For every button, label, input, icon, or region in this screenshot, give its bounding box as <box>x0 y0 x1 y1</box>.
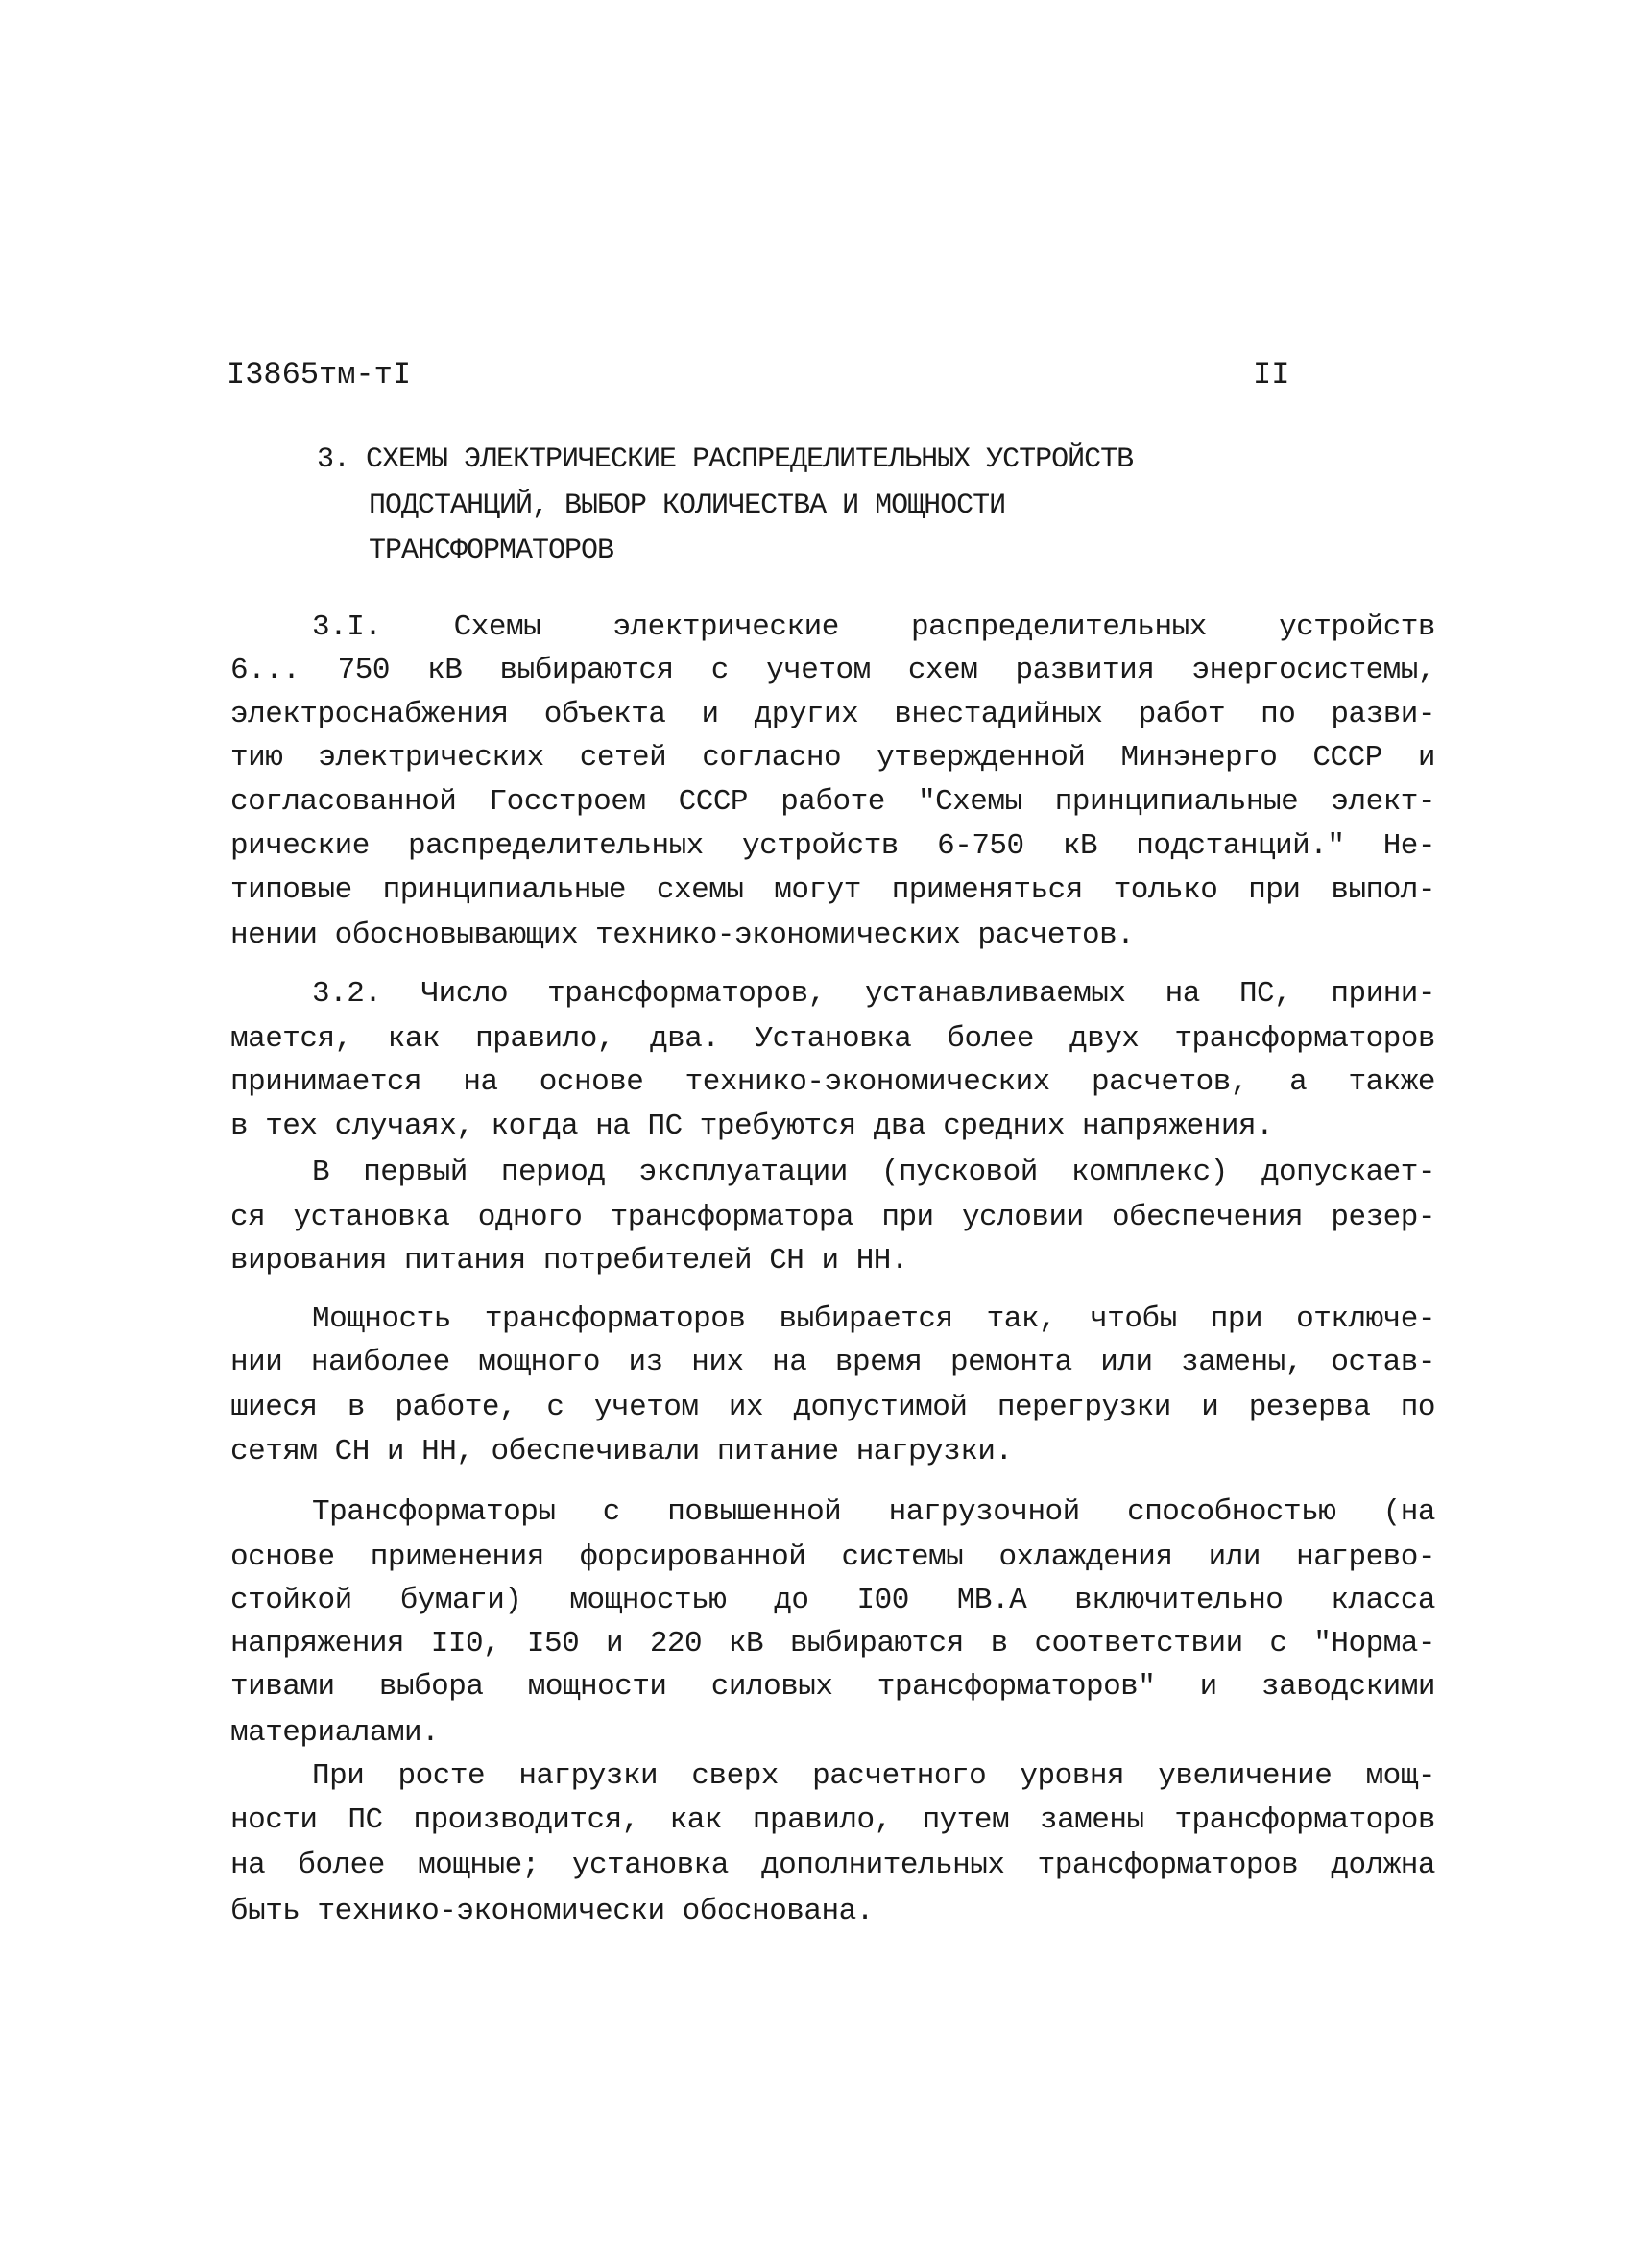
paragraph-line: на более мощные; установка дополнительных трансформаторов должна <box>230 1849 1435 1882</box>
paragraph-line: согласованной Госстроем СССР работе "Схемы принципиальные элект- <box>230 785 1435 819</box>
paragraph-line: вирования питания потребителей СН и НН. <box>230 1244 909 1277</box>
paragraph-line: В первый период эксплуатации (пусковой комплекс) допускает- <box>312 1156 1435 1189</box>
paragraph-line: 3.2. Число трансформаторов, устанавливаемых на ПС, прини- <box>312 977 1435 1011</box>
paragraph-line: стойкой бумаги) мощностью до I00 МВ.А включительно класса <box>230 1584 1435 1617</box>
paragraph-line: быть технико-экономически обоснована. <box>230 1895 874 1928</box>
section-title-line: 3. СХЕМЫ ЭЛЕКТРИЧЕСКИЕ РАСПРЕДЕЛИТЕЛЬНЫХ УСТРОЙСТВ <box>317 443 1134 476</box>
page-number: II <box>1253 357 1290 393</box>
document-code: I3865тм-тI <box>227 357 412 393</box>
paragraph-line: мается, как правило, два. Установка более двух трансформаторов <box>230 1022 1435 1056</box>
paragraph-line: сетям СН и НН, обеспечивали питание нагрузки. <box>230 1435 1013 1468</box>
paragraph-line: Трансформаторы с повышенной нагрузочной способностью (на <box>312 1495 1435 1529</box>
paragraph-line: тивами выбора мощности силовых трансформаторов" и заводскими <box>230 1670 1435 1704</box>
paragraph-line: основе применения форсированной системы охлаждения или нагрево- <box>230 1540 1435 1574</box>
paragraph-line: электроснабжения объекта и других внестадийных работ по разви- <box>230 698 1435 731</box>
paragraph-line: напряжения II0, I50 и 220 кВ выбираются в соответствии с "Норма- <box>230 1627 1435 1660</box>
paragraph-line: принимается на основе технико-экономических расчетов, а также <box>230 1065 1435 1099</box>
paragraph-line: 3.I. Схемы электрические распределительных устройств <box>312 610 1435 644</box>
paragraph-line: нии наиболее мощного из них на время ремонта или замены, остав- <box>230 1346 1435 1379</box>
paragraph-line: типовые принципиальные схемы могут применяться только при выпол- <box>230 873 1435 907</box>
section-title-line: ПОДСТАНЦИЙ, ВЫБОР КОЛИЧЕСТВА И МОЩНОСТИ <box>369 489 1006 522</box>
paragraph-line: ся установка одного трансформатора при условии обеспечения резер- <box>230 1201 1435 1234</box>
paragraph-line: шиеся в работе, с учетом их допустимой перегрузки и резерва по <box>230 1391 1435 1424</box>
paragraph-line: При росте нагрузки сверх расчетного уровня увеличение мощ- <box>312 1759 1435 1793</box>
paragraph-line: тию электрических сетей согласно утвержденной Минэнерго СССР и <box>230 741 1435 775</box>
paragraph-line: ности ПС производится, как правило, путем замены трансформаторов <box>230 1803 1435 1837</box>
section-title-line: ТРАНСФОРМАТОРОВ <box>369 535 614 567</box>
paragraph-line: в тех случаях, когда на ПС требуются два средних напряжения. <box>230 1110 1274 1143</box>
paragraph-line: Мощность трансформаторов выбирается так, чтобы при отключе- <box>312 1302 1435 1336</box>
paragraph-line: нении обосновывающих технико-экономических расчетов. <box>230 919 1135 952</box>
paragraph-line: 6... 750 кВ выбираются с учетом схем развития энергосистемы, <box>230 654 1435 687</box>
paragraph-line: рические распределительных устройств 6-750 кВ подстанций." Не- <box>230 829 1435 863</box>
paragraph-line: материалами. <box>230 1716 440 1750</box>
